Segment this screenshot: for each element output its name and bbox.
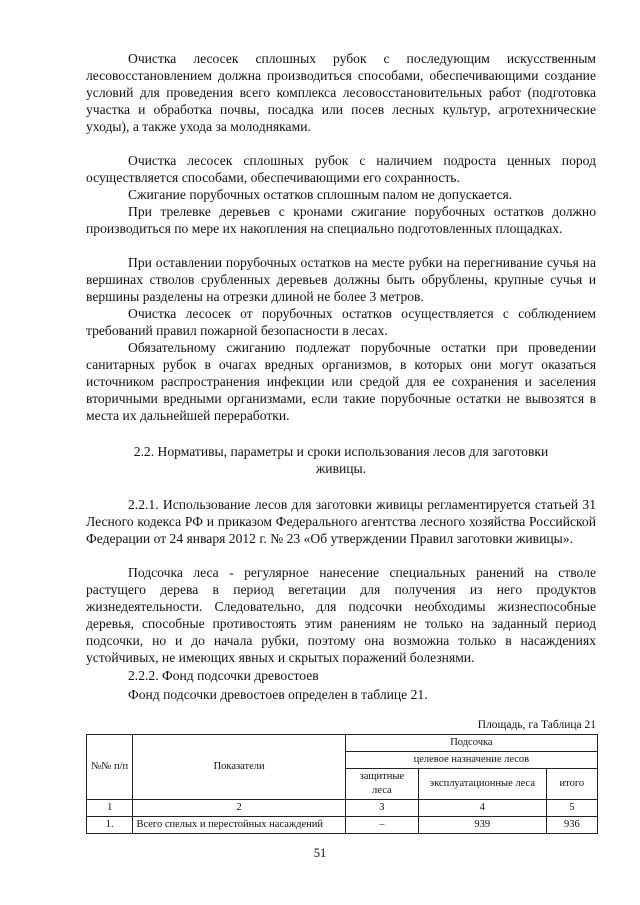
table-row — [87, 817, 598, 834]
row-protective: – — [345, 817, 418, 834]
paragraph-mandatory-burning: Обязательному сжиганию подлежат порубочные остатки при проведении санитарных рубок в очагах вредных организмов, в которых они могут оказаться источником распространения инфекции или средой для ее сохранения и заселения вторичными вредными организмами, если такие порубочные остатки не вывозятся в места их дальнейшей переработки. — [86, 340, 596, 424]
paragraph-burning-ban: Сжигание порубочных остатков сплошным палом не допускается. — [128, 187, 513, 202]
subsection-heading: 2.2.2. Фонд подсочки древостоев — [128, 668, 319, 683]
column-number: 1 — [87, 800, 133, 817]
column-number: 2 — [133, 800, 345, 817]
paragraph-rotting: При оставлении порубочных остатков на месте рубки на перегнивание сучья на вершинах стволов срубленных деревьев должны быть обрублены, крупные сучья и вершины разделены на отрезки длиной не более 3 метров. — [86, 255, 596, 305]
paragraph-tapping-definition: Подсочка леса - регулярное нанесение специальных ранений на стволе растущего дерева в период вегетации для получения из него продуктов жизнедеятельности. Следовательно, для подсочки необходимы жизнеспособные деревья, способные противостоять этим ранениям не только на заданный период подсочки, но и до начала рубки, поэтому она возможна только в насаждениях устойчивых, не имеющих явных и скрытых поражений болезнями. — [86, 565, 596, 666]
paragraph-skidding: При трелевке деревьев с кронами сжигание порубочных остатков должно производиться по мере их накопления на специально подготовленных площадках. — [86, 204, 596, 237]
paragraph-undergrowth: Очистка лесосек сплошных рубок с наличием подроста ценных пород осуществляется способами, обеспечивающими его сохранность. — [86, 153, 596, 186]
header-purpose: целевое назначение лесов — [345, 752, 597, 769]
header-protective: защитные леса — [345, 769, 418, 800]
page-number: 51 — [313, 846, 327, 860]
paragraph-resin-regulation: 2.2.1. Использование лесов для заготовки живицы регламентируется статьей 31 Лесного кодекса РФ и приказом Федерального агентства лесного хозяйства Российской Федерации от 24 января 2012 г. № 23 «Об утверждении Правил заготовки живицы». — [86, 497, 596, 547]
paragraph-table-intro: Фонд подсочки древостоев определен в таблице 21. — [128, 687, 428, 702]
paragraph-clearing-continuous: Очистка лесосек сплошных рубок с последующим искусственным лесовосстановлением должна производиться способами, обеспечивающими создание условий для проведения всего комплекса лесовосстановительных работ (подготовка участка и обработка почвы, посадка или посев лесных культур, агротехнические уходы), а также ухода за молодняками. — [86, 51, 596, 135]
row-number: 1. — [87, 817, 133, 834]
header-total: итого — [546, 769, 597, 800]
table-21 — [86, 734, 598, 834]
column-number: 4 — [418, 800, 546, 817]
header-tapping: Подсочка — [345, 735, 597, 752]
section-heading: 2.2. Нормативы, параметры и сроки использования лесов для заготовки живицы. — [133, 444, 549, 477]
table-caption: Площадь, га Таблица 21 — [477, 719, 596, 731]
column-number: 5 — [546, 800, 597, 817]
row-exploitation: 939 — [418, 817, 546, 834]
header-indicators: Показатели — [133, 735, 345, 800]
paragraph-fire-safety: Очистка лесосек от порубочных остатков осуществляется с соблюдением требований правил пожарной безопасности в лесах. — [86, 306, 596, 339]
row-total: 936 — [546, 817, 597, 834]
column-number-row — [87, 800, 598, 817]
header-number: №№ п/п — [87, 735, 133, 800]
header-exploitation: эксплуатационные леса — [418, 769, 546, 800]
row-indicator: Всего спелых и перестойных насаждений — [133, 817, 345, 834]
column-number: 3 — [345, 800, 418, 817]
